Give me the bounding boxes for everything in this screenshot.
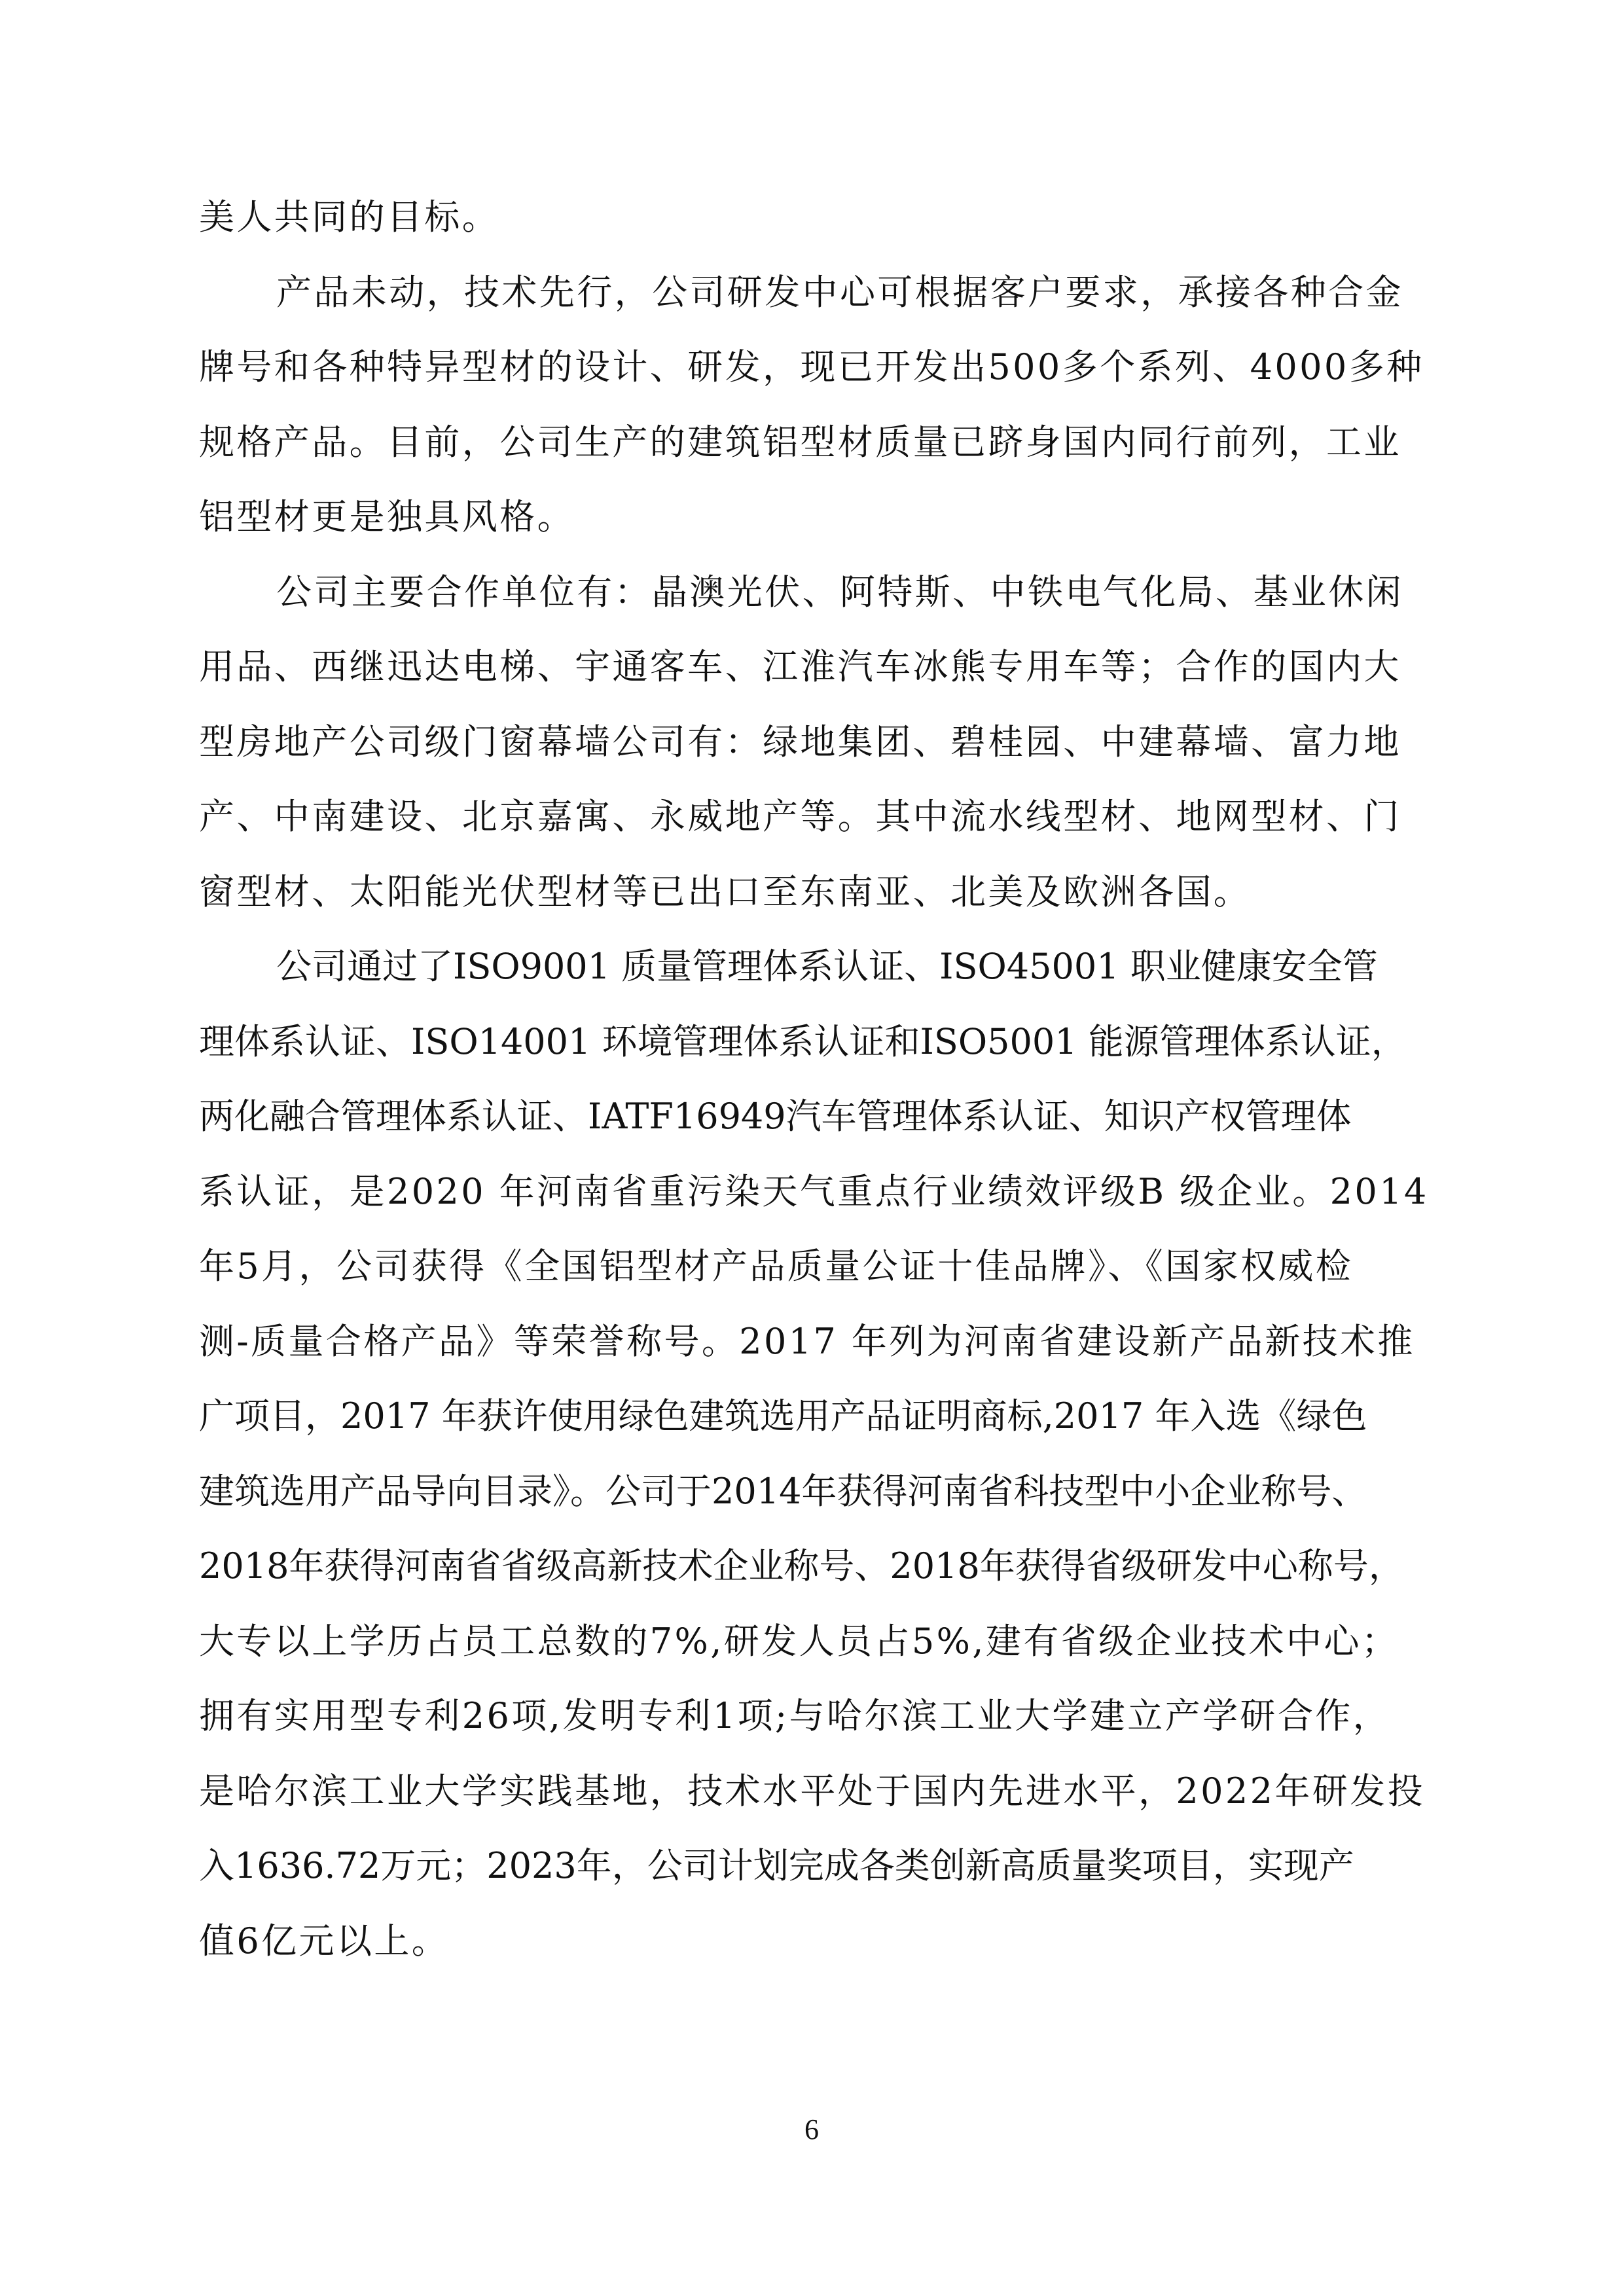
text-line: 拥有实用型专利26项,发明专利1项;与哈尔滨工业大学建立产学研合作， bbox=[199, 1695, 1391, 1736]
text-line: 美人共同的目标。 bbox=[199, 196, 500, 238]
text-line: 系认证，是2020 年河南省重污染天气重点行业绩效评级B 级企业。2014 bbox=[199, 1170, 1429, 1212]
body-text bbox=[199, 180, 1430, 1979]
text-line: 用品、西继迅达电梯、宇通客车、江淮汽车冰熊专用车等；合作的国内大 bbox=[199, 646, 1401, 687]
text-line: 建筑选用产品导向目录》。公司于2014年获得河南省科技型中小企业称号、 bbox=[199, 1470, 1367, 1512]
text-line: 年5月，公司获得《全国铝型材产品质量公证十佳品牌》、《国家权威检 bbox=[199, 1246, 1354, 1287]
text-line: 广项目，2017 年获许使用绿色建筑选用产品证明商标,2017 年入选《绿色 bbox=[199, 1395, 1367, 1437]
text-line: 规格产品。目前，公司生产的建筑铝型材质量已跻身国内同行前列，工业 bbox=[199, 421, 1401, 463]
text-line: 入1636.72万元；2023年，公司计划完成各类创新高质量奖项目，实现产 bbox=[199, 1845, 1354, 1886]
text-line: 值6亿元以上。 bbox=[199, 1920, 450, 1962]
text-line: 大专以上学历占员工总数的7%,研发人员占5%,建有省级企业技术中心； bbox=[199, 1620, 1399, 1662]
text-line: 公司主要合作单位有：晶澳光伏、阿特斯、中铁电气化局、基业休闲 bbox=[276, 571, 1403, 613]
text-line: 型房地产公司级门窗幕墙公司有：绿地集团、碧桂园、中建幕墙、富力地 bbox=[199, 721, 1401, 762]
text-line: 两化融合管理体系认证、IATF16949汽车管理体系认证、知识产权管理体 bbox=[199, 1096, 1352, 1137]
text-line: 牌号和各种特异型材的设计、研发，现已开发出500多个系列、4000多种 bbox=[199, 346, 1424, 387]
page-number: 6 bbox=[804, 2113, 819, 2145]
text-line: 铝型材更是独具风格。 bbox=[199, 496, 575, 537]
text-line: 2018年获得河南省省级高新技术企业称号、2018年获得省级研发中心称号， bbox=[199, 1545, 1404, 1587]
text-line: 测-质量合格产品》等荣誉称号。2017 年列为河南省建设新产品新技术推 bbox=[199, 1320, 1415, 1362]
text-line: 窗型材、太阳能光伏型材等已出口至东南亚、北美及欧洲各国。 bbox=[199, 870, 1252, 912]
text-line: 是哈尔滨工业大学实践基地，技术水平处于国内先进水平，2022年研发投 bbox=[199, 1770, 1426, 1812]
text-line: 理体系认证、ISO14001 环境管理体系认证和ISO5001 能源管理体系认证， bbox=[199, 1020, 1407, 1062]
text-line: 公司通过了ISO9001 质量管理体系认证、ISO45001 职业健康安全管 bbox=[276, 946, 1378, 987]
text-line: 产、中南建设、北京嘉寓、永威地产等。其中流水线型材、地网型材、门 bbox=[199, 796, 1401, 837]
text-line: 产品未动，技术先行，公司研发中心可根据客户要求，承接各种合金 bbox=[276, 271, 1403, 313]
